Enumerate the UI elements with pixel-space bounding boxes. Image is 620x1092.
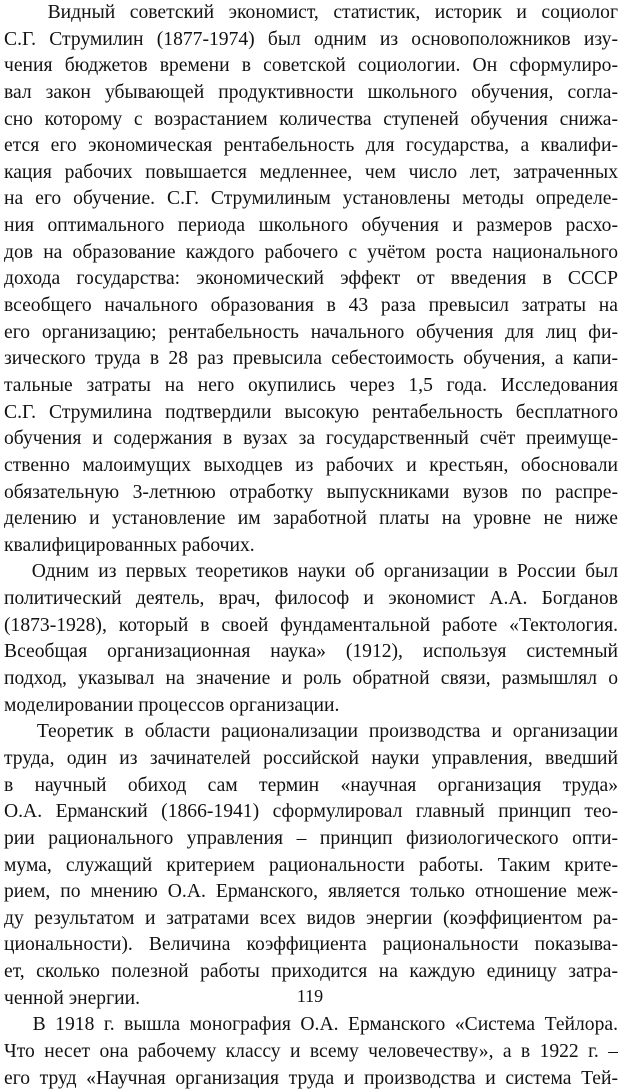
text-line: Всеобщая организационная наука» (1912), используя системный [4, 641, 618, 663]
text-line: Одним из первых теоретиков науки об организации в России был [4, 561, 618, 583]
text-line: на его обучение. С.Г. Струмилиным установлены методы определе- [4, 188, 618, 210]
text-line: дохода государства: экономический эффект от введения в СССР [4, 268, 618, 290]
text-line: ственно малоимущих выходцев из рабочих и крестьян, обосновали [4, 454, 618, 476]
text-line: мума, служащий критерием рациональности работы. Таким крите- [4, 854, 618, 876]
text-line: ется его экономическая рентабельность для государства, а квалифи- [4, 135, 618, 157]
text-line: подход, указывал на значение и роль обратной связи, размышлял о [4, 668, 618, 690]
text-line: рии рационального управления – принцип физиологического опти- [4, 827, 618, 849]
text-line: ния оптимального периода школьного обучения и размеров расхо- [4, 215, 618, 237]
text-line: Теоретик в области рационализации производства и организации [4, 721, 618, 743]
text-line: моделировании процессов организации. [4, 694, 340, 716]
page-number: 119 [296, 986, 324, 1006]
body-text [4, 0, 618, 1092]
text-line: зического труда в 28 раз превысила себестоимость обучения, а капи- [4, 348, 618, 370]
text-line: ет, сколько полезной работы приходится на каждую единицу затра- [4, 961, 618, 983]
text-line: С.Г. Струмилина подтвердили высокую рентабельность бесплатного [4, 401, 618, 423]
text-line: О.А. Ерманский (1866-1941) сформулировал главный принцип тео- [4, 801, 618, 823]
text-line: всеобщего начального образования в 43 раза превысил затраты на [4, 295, 618, 317]
text-line: Видный советский экономист, статистик, историк и социолог [4, 2, 618, 23]
text-line: дов на образование каждого рабочего с учётом роста национального [4, 241, 618, 263]
text-line: сно которому с возрастанием количества ступеней обучения снижа- [4, 108, 618, 130]
paragraph [4, 1012, 618, 1092]
text-line: его труд «Научная организация труда и производства и система Тей- [4, 1067, 618, 1089]
text-line: кация рабочих повышается медленнее, чем число лет, затраченных [4, 161, 618, 183]
text-line: Что несет она рабочему классу и всему человечеству», а в 1922 г. – [4, 1040, 618, 1062]
text-line: в научный обиход сам термин «научная организация труда» [4, 774, 618, 796]
text-line: квалифицированных рабочих. [4, 534, 255, 556]
text-line: обязательную 3-летнюю отработку выпускниками вузов по распре- [4, 481, 618, 503]
paragraph [4, 0, 618, 559]
text-line: обучения и содержания в вузах за государственный счёт преимуще- [4, 428, 618, 450]
text-line: тальные затраты на него окупились через 1,5 года. Исследования [4, 374, 618, 396]
text-line: С.Г. Струмилин (1877-1974) был одним из основоположников изу- [4, 28, 618, 50]
text-line: В 1918 г. вышла монография О.А. Ерманского «Система Тейлора. [4, 1014, 618, 1036]
text-line: ченной энергии. [4, 987, 140, 1009]
text-line: (1873-1928), который в своей фундаментальной работе «Тектология. [4, 614, 618, 636]
text-line: делению и установление им заработной платы на уровне не ниже [4, 508, 618, 530]
text-line: рием, по мнению О.А. Ерманского, является только отношение меж- [4, 881, 618, 903]
text-line: ду результатом и затратами всех видов энергии (коэффициентом ра- [4, 907, 618, 929]
text-line: его организацию; рентабельность начального обучения для лиц фи- [4, 321, 618, 343]
text-line: труда, один из зачинателей российской науки управления, введший [4, 747, 618, 769]
text-line: политический деятель, врач, философ и экономист А.А. Богданов [4, 588, 618, 610]
text-line: чения бюджетов времени в советской социологии. Он сформулиро- [4, 55, 618, 77]
text-line: вал закон убывающей продуктивности школьного обучения, согла- [4, 81, 618, 103]
paragraph [4, 719, 618, 1012]
text-line: циональности). Величина коэффициента рациональности показыва- [4, 934, 618, 956]
paragraph [4, 559, 618, 719]
